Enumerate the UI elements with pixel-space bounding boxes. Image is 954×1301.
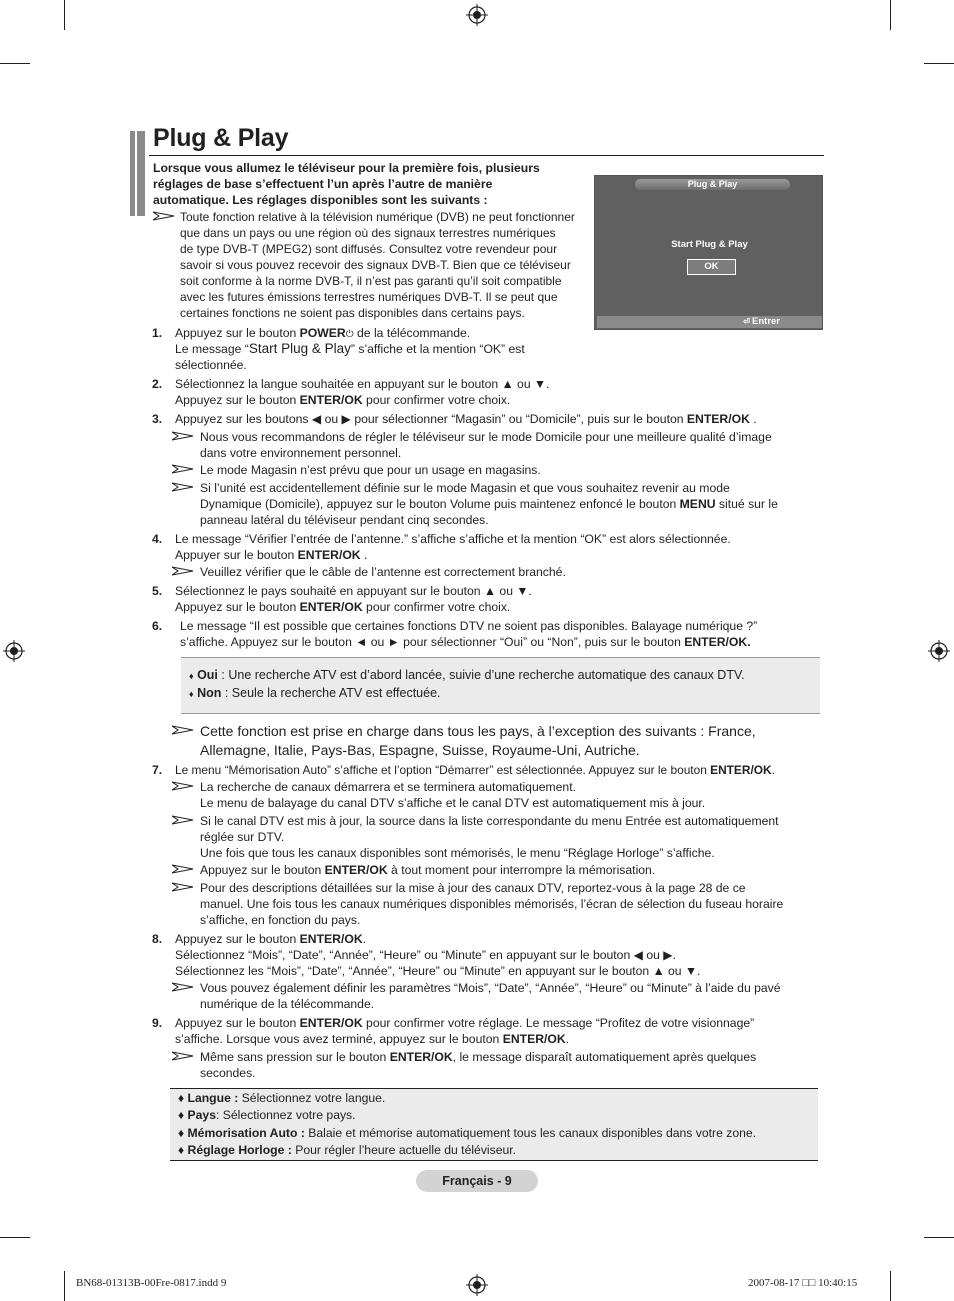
note-line: que dans un pays ou une région où des signaux terrestres numériques xyxy=(180,226,556,240)
text-span: ENTER/OK xyxy=(299,600,363,614)
diamond-bullet-icon: ♦ xyxy=(178,1108,185,1122)
text-span: . xyxy=(362,932,367,946)
screen-label: Start Plug & Play xyxy=(671,239,748,250)
text-span: Appuyez sur le bouton xyxy=(175,393,300,407)
note-arrow-icon xyxy=(172,1051,194,1061)
note-arrow-icon xyxy=(172,464,194,474)
diamond-bullet-icon: ♦ xyxy=(178,1091,185,1105)
text-span: ENTER/OK xyxy=(299,932,363,946)
text-span: . xyxy=(771,763,775,777)
text-span: Le message “ xyxy=(175,342,249,356)
screen-footer-label: Entrer xyxy=(752,316,780,327)
note-line: numérique de la télécommande. xyxy=(200,997,375,1011)
summary-item xyxy=(178,1107,356,1123)
note-arrow-icon xyxy=(172,431,194,441)
note-line: soit conforme à la norme DVB-T, il n’est pas garanti qu’il soit compatible xyxy=(180,274,562,288)
step-number: 1. xyxy=(152,326,163,340)
note-line xyxy=(200,862,655,878)
note-line: secondes. xyxy=(200,1066,256,1080)
note-arrow-icon xyxy=(172,566,194,576)
power-label: POWER xyxy=(299,326,346,340)
step-9-line xyxy=(175,1015,754,1031)
option-box xyxy=(181,657,820,714)
diamond-bullet-icon: ♦ xyxy=(178,1143,185,1157)
note-line: savoir si vous pouvez recevoir des signaux DVB-T. Bien que ce téléviseur xyxy=(180,258,571,272)
enter-icon: ⏎ xyxy=(743,317,753,326)
screen-footer xyxy=(597,316,822,328)
intro-note xyxy=(180,209,575,321)
note-arrow-icon xyxy=(172,781,194,791)
summary-item xyxy=(178,1090,385,1106)
note-line xyxy=(200,496,778,512)
step-3-line xyxy=(175,411,757,427)
summary-item xyxy=(178,1142,516,1158)
option-text: : Une recherche ATV est d’abord lancée, suivie d’une recherche automatique des canaux DTV. xyxy=(217,668,745,682)
step-8-line: Sélectionnez les “Mois”, “Date”, “Année”, “Heure” ou “Minute” en appuyant sur le bouton ▲ ou ▼. xyxy=(175,964,701,978)
step-4-line: Le message “Vérifier l’entrée de l’antenne.” s’affiche s’affiche et la mention “OK” est alors sélectionnée. xyxy=(175,532,731,546)
text-span: de la télécommande. xyxy=(353,326,471,340)
text-span: ENTER/OK xyxy=(299,1016,363,1030)
step-1-line: sélectionnée. xyxy=(175,358,247,372)
text-span: Appuyez sur le bouton xyxy=(175,1016,300,1030)
crop-mark xyxy=(924,1237,954,1238)
summary-box xyxy=(170,1088,818,1161)
step-4-line xyxy=(175,547,367,563)
text-span: ENTER/OK. xyxy=(684,635,751,649)
note-line: Le mode Magasin n’est prévu que pour un usage en magasins. xyxy=(200,463,541,477)
intro-line: automatique. Les réglages disponibles sont les suivants : xyxy=(153,193,488,207)
step-number: 8. xyxy=(152,932,163,946)
intro-paragraph xyxy=(153,160,583,208)
step-9-line xyxy=(175,1031,569,1047)
step-1-line xyxy=(175,341,525,357)
registration-mark-icon xyxy=(3,640,25,662)
option-text: : Seule la recherche ATV est effectuée. xyxy=(221,686,441,700)
option-label: Oui xyxy=(197,668,218,682)
text-span: pour confirmer votre choix. xyxy=(362,393,511,407)
text-span: s’affiche. Lorsque vous avez terminé, appuyez sur le bouton xyxy=(175,1032,503,1046)
step-5-line xyxy=(175,599,510,615)
note-line: manuel. Une fois tous les canaux numériques disponibles mémorisés, l’écran de sélection du fuseau horaire xyxy=(200,897,784,911)
note-line: Nous vous recommandons de régler le téléviseur sur le mode Domicile pour une meilleure qualité d’image xyxy=(200,430,772,444)
text-span: Dynamique (Domicile), appuyez sur le bouton Volume puis maintenez enfoncé le bouton xyxy=(200,497,680,511)
page-number-badge: Français - 9 xyxy=(416,1170,538,1192)
summary-text: : Sélectionnez votre pays. xyxy=(215,1108,356,1122)
step-number: 5. xyxy=(152,584,163,598)
text-span: s’affiche. Appuyez sur le bouton ◄ ou ► pour sélectionner “Oui” ou “Non”, puis sur le bouton xyxy=(180,635,685,649)
step-5-line: Sélectionnez le pays souhaité en appuyant sur le bouton ▲ ou ▼. xyxy=(175,584,532,598)
note-arrow-icon xyxy=(172,815,194,825)
text-span: , le message disparaît automatiquement après quelques xyxy=(452,1050,757,1064)
note-line: certaines fonctions ne soient pas disponibles dans certains pays. xyxy=(180,306,525,320)
note-line: Toute fonction relative à la télévision numérique (DVB) ne peut fonctionner xyxy=(180,210,575,224)
title-rule xyxy=(149,155,824,156)
text-span: ENTER/OK xyxy=(502,1032,566,1046)
text-span: ENTER/OK xyxy=(686,412,750,426)
text-span: pour confirmer votre réglage. Le message “Profitez de votre visionnage” xyxy=(362,1016,755,1030)
crop-mark xyxy=(890,1271,891,1301)
step-2-line xyxy=(175,392,510,408)
step-number: 6. xyxy=(152,619,163,633)
crop-mark xyxy=(0,1237,30,1238)
text-span: ENTER/OK xyxy=(710,763,772,777)
note-line: s’affiche, en fonction du pays. xyxy=(200,913,361,927)
note-line: Si l’unité est accidentellement définie sur le mode Magasin et que vous souhaitez revenir au mode xyxy=(200,481,730,495)
registration-mark-icon xyxy=(466,1274,488,1296)
text-span: Start Plug & Play xyxy=(248,341,351,356)
note-line: panneau latéral du téléviseur pendant cinq secondes. xyxy=(200,513,489,527)
note-line: avec les futures émissions terrestres numériques DVB-T. Il se peut que xyxy=(180,290,558,304)
diamond-bullet-icon: ♦ xyxy=(178,1126,185,1140)
note-line: Cette fonction est prise en charge dans tous les pays, à l’exception des suivants : France, xyxy=(200,723,756,739)
power-icon: ⏻ xyxy=(345,329,354,340)
text-span: Appuyez sur le bouton xyxy=(200,863,325,877)
text-span: . xyxy=(360,548,368,562)
note-line: Veuillez vérifier que le câble de l’antenne est correctement branché. xyxy=(200,565,566,579)
text-span: Appuyez sur les boutons ◀ ou ▶ pour sélectionner “Magasin” ou “Domicile”, puis sur le bouton xyxy=(175,412,687,426)
summary-text: Pour régler l’heure actuelle du téléviseur. xyxy=(291,1143,517,1157)
step-number: 7. xyxy=(152,763,163,777)
text-span: Même sans pression sur le bouton xyxy=(200,1050,390,1064)
diamond-bullet-icon: ♦ xyxy=(189,671,194,681)
diamond-bullet-icon: ♦ xyxy=(189,689,194,699)
title-bar-decoration xyxy=(130,131,145,216)
option-non xyxy=(189,685,441,702)
step-2-line: Sélectionnez la langue souhaitée en appuyant sur le bouton ▲ ou ▼. xyxy=(175,377,550,391)
note-line: Pour des descriptions détaillées sur la mise à jour des canaux DTV, reportez-vous à la page 28 de ce xyxy=(200,881,746,895)
tv-screen-illustration xyxy=(594,175,823,330)
crop-mark xyxy=(924,63,954,64)
text-span: pour confirmer votre choix. xyxy=(362,600,511,614)
note-line: Une fois que tous les canaux disponibles sont mémorisés, le menu “Réglage Horloge” s’affiche. xyxy=(200,846,715,860)
note-line: La recherche de canaux démarrera et se terminera automatiquement. xyxy=(200,780,576,794)
note-line: Allemagne, Italie, Pays-Bas, Espagne, Suisse, Royaume-Uni, Autriche. xyxy=(200,742,640,758)
note-arrow-icon xyxy=(172,482,194,492)
footer-file-info: BN68-01313B-00Fre-0817.indd 9 xyxy=(76,1277,227,1289)
note-line xyxy=(200,1049,756,1065)
option-label: Non xyxy=(197,686,222,700)
note-arrow-icon xyxy=(172,725,194,735)
footer-timestamp: 2007-08-17 □□ 10:40:15 xyxy=(748,1277,858,1289)
note-line: de type DVB-T (MPEG2) sont diffusés. Consultez votre revendeur pour xyxy=(180,242,558,256)
crop-mark xyxy=(890,0,891,30)
page-title: Plug & Play xyxy=(153,124,289,152)
step-number: 2. xyxy=(152,377,163,391)
text-span: ENTER/OK xyxy=(324,863,388,877)
step-6-line: Le message “Il est possible que certaines fonctions DTV ne soient pas disponibles. Balayage numérique ?” xyxy=(180,619,758,633)
text-span: ENTER/OK xyxy=(297,548,361,562)
text-span: à tout moment pour interrompre la mémorisation. xyxy=(387,863,656,877)
text-span: . xyxy=(749,412,757,426)
step-number: 9. xyxy=(152,1016,163,1030)
text-span: Appuyer sur le bouton xyxy=(175,548,298,562)
option-oui xyxy=(189,667,745,684)
note-arrow-icon xyxy=(172,882,194,892)
summary-label: Pays xyxy=(187,1108,216,1122)
registration-mark-icon xyxy=(466,4,488,26)
screen-ok-button: OK xyxy=(687,259,736,275)
note-line: dans votre environnement personnel. xyxy=(200,446,402,460)
text-span: ” s’affiche et la mention “OK” est xyxy=(350,342,525,356)
screen-tab-title: Plug & Play xyxy=(635,179,790,190)
step-7-line xyxy=(175,762,775,778)
note-arrow-icon xyxy=(172,982,194,992)
summary-item xyxy=(178,1125,756,1141)
intro-line: réglages de base s’effectuent l’un après l’autre de manière xyxy=(153,177,493,191)
step-8-line: Sélectionnez “Mois”, “Date”, “Année”, “Heure” ou “Minute” en appuyant sur le bouton ◀ ou ▶. xyxy=(175,948,677,962)
text-span: ENTER/OK xyxy=(299,393,363,407)
note-line: Le menu de balayage du canal DTV s’affiche et le canal DTV est automatiquement mis à jour. xyxy=(200,796,706,810)
text-span: MENU xyxy=(679,497,716,511)
crop-mark xyxy=(64,0,65,30)
crop-mark xyxy=(0,63,30,64)
summary-label: Langue : xyxy=(187,1091,239,1105)
step-6-line xyxy=(180,634,751,650)
text-span: ENTER/OK xyxy=(389,1050,453,1064)
text-span: Appuyez sur le bouton xyxy=(175,326,300,340)
summary-label: Mémorisation Auto : xyxy=(187,1126,305,1140)
note-arrow-icon xyxy=(172,864,194,874)
crop-mark xyxy=(64,1271,65,1301)
note-line: Vous pouvez également définir les paramètres “Mois”, “Date”, “Année”, “Heure” ou “Minute” à l’aide du pavé xyxy=(200,981,781,995)
summary-text: Balaie et mémorise automatiquement tous les canaux disponibles dans votre zone. xyxy=(304,1126,757,1140)
text-span: situé sur le xyxy=(715,497,778,511)
text-span: Appuyez sur le bouton xyxy=(175,600,300,614)
registration-mark-icon xyxy=(928,640,950,662)
summary-text: Sélectionnez votre langue. xyxy=(238,1091,386,1105)
note-arrow-icon xyxy=(153,211,175,221)
text-span: Le menu “Mémorisation Auto” s’affiche et l’option “Démarrer” est sélectionnée. Appuyez sur le bouton xyxy=(175,763,711,777)
step-8-line xyxy=(175,931,366,947)
summary-label: Réglage Horloge : xyxy=(187,1143,292,1157)
note-line: Si le canal DTV est mis à jour, la source dans la liste correspondante du menu Entrée est automatiquement xyxy=(200,814,779,828)
intro-line: Lorsque vous allumez le téléviseur pour la première fois, plusieurs xyxy=(153,161,540,175)
note-line: réglée sur DTV. xyxy=(200,830,285,844)
text-span: Appuyez sur le bouton xyxy=(175,932,300,946)
step-number: 3. xyxy=(152,412,163,426)
text-span: . xyxy=(565,1032,570,1046)
step-number: 4. xyxy=(152,532,163,546)
